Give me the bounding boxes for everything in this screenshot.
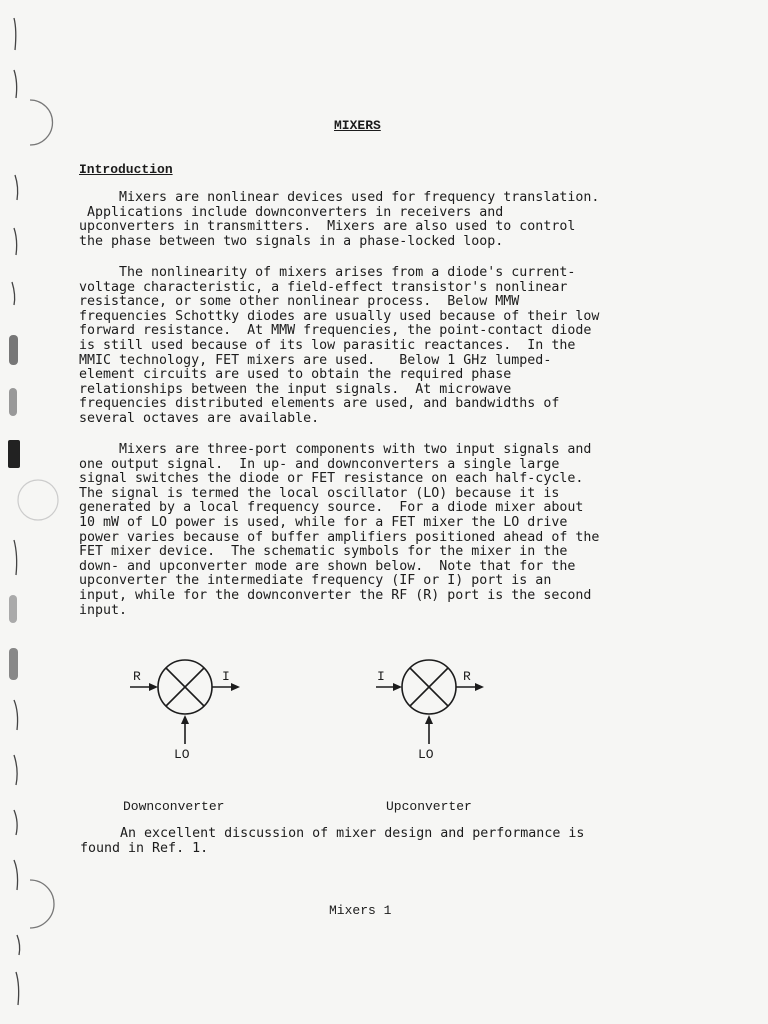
margin-mark — [14, 18, 16, 50]
downconverter-output-label: I — [222, 669, 230, 684]
paragraph-1: Mixers are nonlinear devices used for frequency translation. Applications include downconverters in receivers and upconverters in transmitters. Mixers are also used to control the phase between two signals in a phase-locked loop. — [79, 190, 600, 249]
downconverter-mixer-symbol — [126, 654, 252, 750]
margin-mark — [9, 595, 17, 623]
margin-mark — [14, 860, 18, 890]
downconverter-input-label: R — [133, 669, 141, 684]
output-arrowhead — [231, 683, 240, 691]
output-arrowhead — [475, 683, 484, 691]
upconverter-input-label: I — [377, 669, 385, 684]
upconverter-output-label: R — [463, 669, 471, 684]
margin-mark — [14, 810, 17, 835]
margin-mark — [14, 540, 17, 575]
page-footer: Mixers 1 — [329, 903, 392, 918]
lo-arrowhead — [425, 715, 433, 724]
binder-margin — [0, 0, 70, 1024]
paragraph-3: Mixers are three-port components with two input signals and one output signal. In up- and downconverters a single large signal switches the diode or FET resistance on each half-cycle. The signal is termed the local oscillator (LO) because it is generated by a local frequency source. For a diode mixer about 10 mW of LO power is used, while for a FET mixer the LO drive power varies because of buffer amplifiers positioned ahead of the FET mixer device. The schematic symbols for the mixer in the down- and upconverter mode are shown below. Note that for the upconverter the intermediate frequency (IF or I) port is an input, while for the downconverter the RF (R) port is the second input. — [79, 442, 600, 618]
paragraph-4: An excellent discussion of mixer design and performance is found in Ref. 1. — [80, 826, 585, 856]
upconverter-caption: Upconverter — [386, 799, 472, 814]
margin-mark — [8, 440, 20, 468]
margin-mark — [14, 70, 17, 98]
margin-mark — [9, 388, 17, 416]
margin-mark — [16, 972, 19, 1005]
input-arrowhead — [149, 683, 158, 691]
margin-mark — [14, 700, 18, 730]
margin-mark — [17, 935, 20, 955]
margin-mark — [14, 228, 17, 255]
lo-arrowhead — [181, 715, 189, 724]
binder-hole-arc — [30, 880, 54, 928]
margin-mark — [9, 648, 18, 680]
page-title: MIXERS — [334, 118, 381, 133]
binder-hole-arc — [30, 100, 53, 145]
section-heading: Introduction — [79, 162, 173, 177]
paragraph-2: The nonlinearity of mixers arises from a diode's current- voltage characteristic, a field-effect transistor's nonlinear resistance, or some other nonlinear process. Below MMW frequencies Schottky diodes are usually used because of their low forward resistance. At MMW frequencies, the point-contact diode is still used because of its low parasitic reactances. In the MMIC technology, FET mixers are used. Below 1 GHz lumped- element circuits are used to obtain the required phase relationships between the input signals. At microwave frequencies distributed elements are used, and bandwidths of several octaves are available. — [79, 265, 600, 426]
downconverter-caption: Downconverter — [123, 799, 225, 814]
input-arrowhead — [393, 683, 402, 691]
downconverter-lo-label: LO — [174, 747, 190, 762]
upconverter-mixer-symbol — [372, 654, 498, 750]
upconverter-lo-label: LO — [418, 747, 434, 762]
margin-mark — [14, 755, 17, 785]
margin-mark — [12, 282, 15, 305]
margin-mark — [9, 335, 18, 365]
margin-mark — [15, 175, 18, 200]
binder-hole — [18, 480, 58, 520]
